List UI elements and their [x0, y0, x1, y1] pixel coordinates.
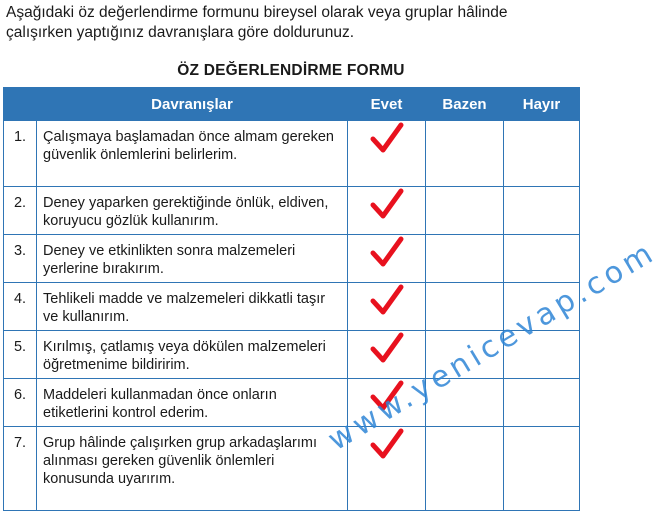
table-row [4, 121, 580, 187]
checkmark-icon [370, 236, 404, 268]
answer-cell-no[interactable] [504, 121, 580, 187]
row-number: 5. [4, 331, 37, 379]
answer-cell-sometimes[interactable] [426, 235, 504, 283]
answer-cell-no[interactable] [504, 379, 580, 427]
behavior-text: Deney yaparken gerektiğinde önlük, eldiven, koruyucu gözlük kullanırım. [37, 187, 348, 235]
answer-cell-sometimes[interactable] [426, 187, 504, 235]
table-row [4, 379, 580, 427]
answer-cell-yes[interactable] [348, 187, 426, 235]
behavior-text: Deney ve etkinlikten sonra malzemeleri yerlerine bırakırım. [37, 235, 348, 283]
header-yes: Evet [348, 88, 426, 121]
checkmark-icon [370, 122, 404, 154]
row-number: 3. [4, 235, 37, 283]
row-number: 2. [4, 187, 37, 235]
answer-cell-yes[interactable] [348, 121, 426, 187]
behavior-text: Kırılmış, çatlamış veya dökülen malzemeleri öğretmenime bildiririm. [37, 331, 348, 379]
behavior-text: Maddeleri kullanmadan önce onların etiketlerini kontrol ederim. [37, 379, 348, 427]
answer-cell-no[interactable] [504, 427, 580, 511]
table-header-row [4, 88, 580, 121]
header-number [4, 88, 37, 121]
checkmark-icon [370, 332, 404, 364]
table-row [4, 427, 580, 511]
answer-cell-no[interactable] [504, 235, 580, 283]
header-no: Hayır [504, 88, 580, 121]
checkmark-icon [370, 188, 404, 220]
answer-cell-sometimes[interactable] [426, 427, 504, 511]
row-number: 4. [4, 283, 37, 331]
checkmark-icon [370, 284, 404, 316]
self-assessment-table [3, 87, 580, 511]
answer-cell-no[interactable] [504, 187, 580, 235]
instructions: Aşağıdaki öz değerlendirme formunu bireysel olarak veya gruplar hâlinde çalışırken yaptığınız davranışlara göre doldurunuz. [6, 4, 508, 41]
row-number: 7. [4, 427, 37, 511]
answer-cell-yes[interactable] [348, 283, 426, 331]
row-number: 6. [4, 379, 37, 427]
table-row [4, 283, 580, 331]
row-number: 1. [4, 121, 37, 187]
table-row [4, 187, 580, 235]
watermark: www.yenicevap.com [322, 234, 662, 459]
header-sometimes: Bazen [426, 88, 504, 121]
behavior-text: Grup hâlinde çalışırken grup arkadaşlarımı alınması gereken güvenlik önlemleri konusunda uyarırım. [37, 427, 348, 511]
answer-cell-sometimes[interactable] [426, 283, 504, 331]
header-behaviors: Davranışlar [37, 88, 348, 121]
answer-cell-yes[interactable] [348, 235, 426, 283]
answer-cell-sometimes[interactable] [426, 121, 504, 187]
behavior-text: Tehlikeli madde ve malzemeleri dikkatli taşır ve kullanırım. [37, 283, 348, 331]
form-title: ÖZ DEĞERLENDİRME FORMU [177, 62, 405, 79]
table-row [4, 235, 580, 283]
behavior-text: Çalışmaya başlamadan önce almam gereken güvenlik önlemlerini belirlerim. [37, 121, 348, 187]
